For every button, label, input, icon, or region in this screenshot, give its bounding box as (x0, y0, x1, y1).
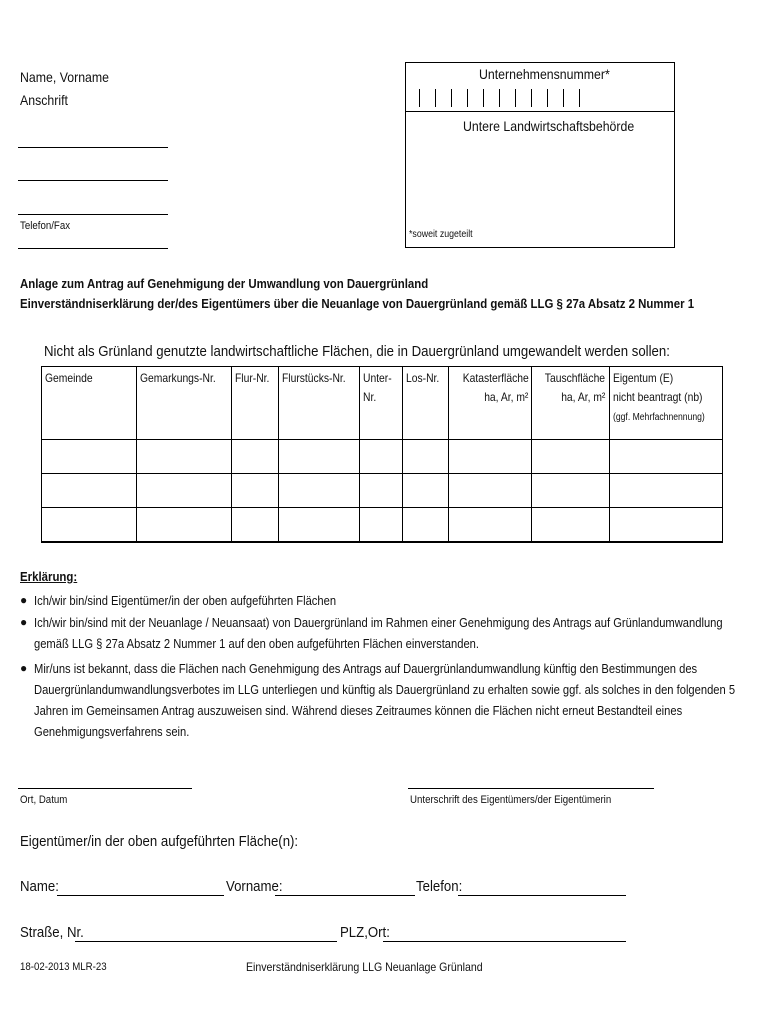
name-field-label: Name: (20, 878, 59, 895)
address-line-2[interactable] (18, 180, 168, 181)
authority-box (405, 62, 675, 248)
col-gemarkung: Gemarkungs-Nr. (137, 367, 232, 440)
signature-label: Unterschrift des Eigentümers/der Eigentümerin (410, 794, 612, 806)
phone-label: Telefon/Fax (20, 220, 71, 232)
table-row[interactable] (42, 474, 723, 508)
phone-line[interactable] (18, 248, 168, 249)
vorname-field[interactable] (275, 895, 415, 896)
name-label: Name, Vorname (20, 69, 110, 85)
telefon-field[interactable] (458, 895, 626, 896)
declaration-bullet-3: Mir/uns ist bekannt, dass die Flächen nach Genehmigung des Antrags auf Dauergrünlandumwandlung künftig den Bestimmungen des Dauergrünlandumwandlungsverbotes im LLG unterliegen und künftig als Dauergrünland zu erhalten sowie ggf. als solches in den folgenden 5 Jahren im Gemeinsamen Antrag auszuweisen sind. Während dieses Zeitraumes können die Flächen nicht erneut Bestandteil eines Genehmigungsverfahrens sein. (34, 661, 736, 739)
title-line-2: Einverständniserklärung der/des Eigentümers über die Neuanlage von Dauergrünland gemäß LLG § 27a Absatz 2 Nummer 1 (20, 296, 695, 311)
box-divider (406, 111, 674, 112)
bullet-icon: ● (20, 615, 28, 629)
footer-code: 18-02-2013 MLR-23 (20, 961, 107, 973)
col-los: Los-Nr. (403, 367, 449, 440)
col-gemeinde: Gemeinde (42, 367, 137, 440)
declaration-bullet-2: Ich/wir bin/sind mit der Neuanlage / Neuansaat) von Dauergrünland im Rahmen einer Genehmigung des Antrags auf Grünlandumwandlung gemäß LLG § 27a Absatz 2 Nummer 1 auf den oben aufgeführten Flächen einverstanden. (34, 615, 723, 651)
declaration-bullet-1: Ich/wir bin/sind Eigentümer/in der oben aufgeführten Flächen (34, 593, 337, 608)
authority-label: Untere Landwirtschaftsbehörde (463, 118, 635, 134)
title-line-1: Anlage zum Antrag auf Genehmigung der Umwandlung von Dauergrünland (20, 276, 429, 291)
col-tausch: Tauschfläche ha, Ar, m² (532, 367, 609, 440)
bullet-icon: ● (20, 593, 28, 607)
declaration-heading: Erklärung: (20, 569, 78, 584)
strasse-field[interactable] (75, 941, 337, 942)
col-flur: Flur-Nr. (232, 367, 279, 440)
table-row[interactable] (42, 440, 723, 474)
bullet-icon: ● (20, 661, 28, 675)
place-date-label: Ort, Datum (20, 794, 68, 806)
name-field[interactable] (57, 895, 224, 896)
col-unter: Unter- Nr. (360, 367, 403, 440)
strasse-field-label: Straße, Nr. (20, 924, 84, 941)
owner-heading: Eigentümer/in der oben aufgeführten Fläche(n): (20, 833, 299, 850)
table-caption: Nicht als Grünland genutzte landwirtschaftliche Flächen, die in Dauergrünland umgewandelt werden sollen: (44, 343, 670, 360)
col-kataster: Katasterfläche ha, Ar, m² (448, 367, 532, 440)
vorname-field-label: Vorname: (226, 878, 283, 895)
address-label: Anschrift (20, 92, 68, 108)
telefon-field-label: Telefon: (416, 878, 463, 895)
company-number-field[interactable] (419, 89, 619, 109)
address-line-1[interactable] (18, 147, 168, 148)
plz-ort-field-label: PLZ,Ort: (340, 924, 390, 941)
signature-line[interactable] (408, 788, 654, 789)
table-header-row (42, 367, 723, 440)
footnote: *soweit zugeteilt (409, 229, 473, 240)
plz-ort-field[interactable] (383, 941, 626, 942)
table-row[interactable] (42, 508, 723, 543)
col-flurstueck: Flurstücks-Nr. (279, 367, 360, 440)
company-number-label: Unternehmensnummer* (479, 66, 610, 82)
footer-doc-title: Einverständniserklärung LLG Neuanlage Grünland (246, 960, 483, 974)
col-eigentum: Eigentum (E) nicht beantragt (nb) (ggf. Mehrfachnennung) (609, 367, 723, 440)
parcel-table (41, 366, 723, 543)
place-date-line[interactable] (18, 788, 192, 789)
address-line-3[interactable] (18, 214, 168, 215)
